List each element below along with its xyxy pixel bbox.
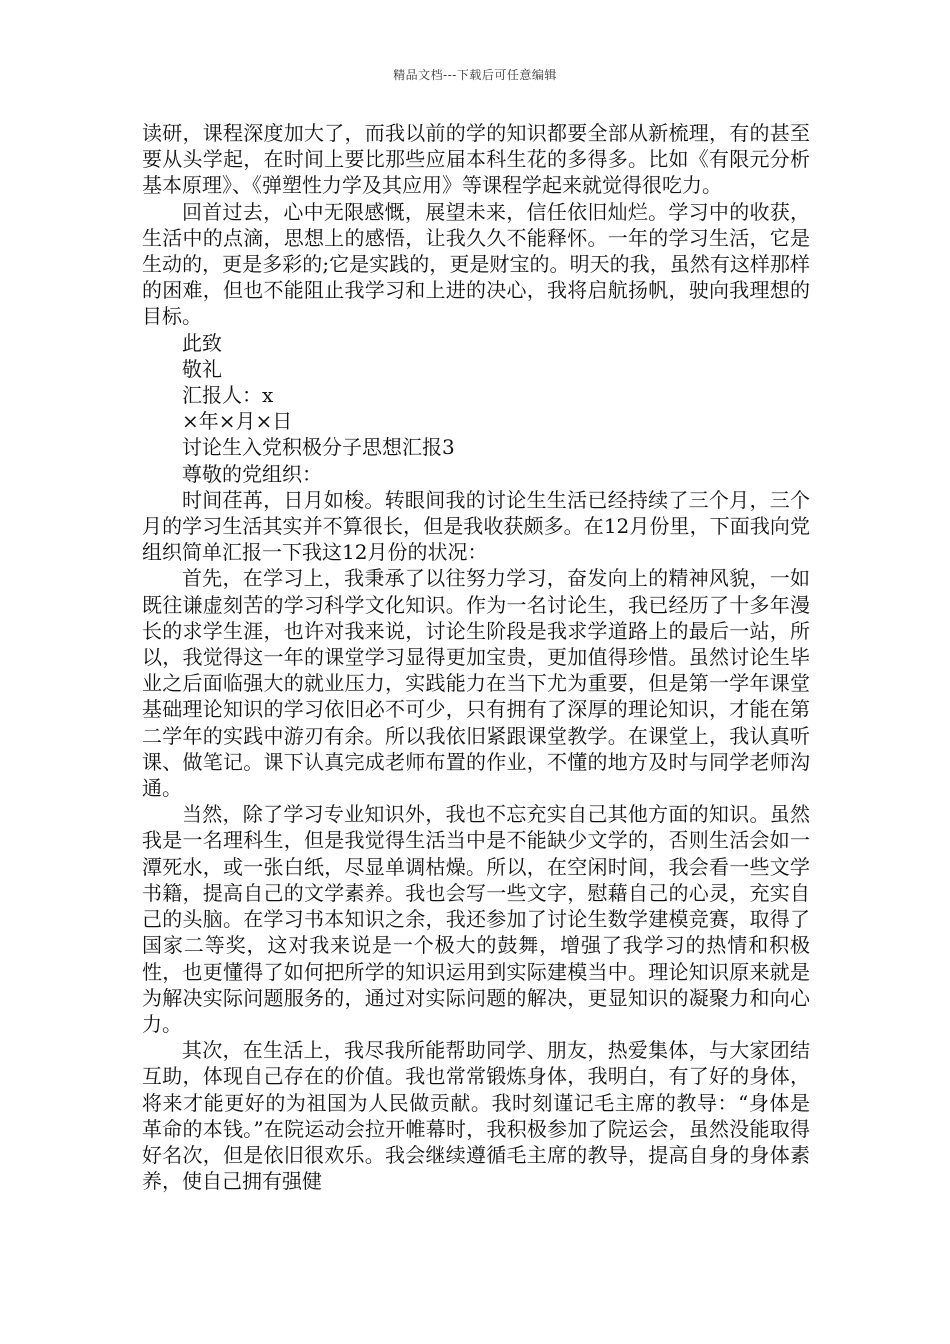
document-body [142, 120, 810, 1194]
page-header: 精品文档---下载后可任意编辑 [393, 68, 557, 82]
paragraph-continuation: 读研，课程深度加大了，而我以前的学的知识都要全部从新梳理，有的甚至要从头学起，在时间上要比那些应届本科生花的多得多。比如《有限元分析基本原理》、《弹塑性力学及其应用》等课程学起来就觉得很吃力。 [142, 121, 810, 198]
paragraph-knowledge: 当然，除了学习专业知识外，我也不忘充实自己其他方面的知识。虽然我是一名理科生，但是我觉得生活当中是不能缺少文学的，否则生活会如一潭死水，或一张白纸，尽显单调枯燥。所以，在空闲时间，我会看一些文学书籍，提高自己的文学素养。我也会写一些文字，慰藉自己的心灵，充实自己的头脑。在学习书本知识之余，我还参加了讨论生数学建模竞赛，取得了国家二等奖，这对我来说是一个极大的鼓舞，增强了我学习的热情和积极性，也更懂得了如何把所学的知识运用到实际建模当中。理论知识原来就是为解决实际问题服务的，通过对实际问题的解决，更显知识的凝聚力和向心力。 [142, 802, 810, 1036]
report-title: 讨论生入党积极分子思想汇报3 [182, 435, 455, 460]
paragraph-study: 首先，在学习上，我秉承了以往努力学习，奋发向上的精神风貌，一如既往谦虚刻苦的学习科学文化知识。作为一名讨论生，我已经历了十多年漫长的求学生涯，也许对我来说，讨论生阶段是我求学道路上的最后一站，所以，我觉得这一年的课堂学习显得更加宝贵，更加值得珍惜。虽然讨论生毕业之后面临强大的就业压力，实践能力在当下尤为重要，但是第一学年课堂基础理论知识的学习依旧必不可少，只有拥有了深厚的理论知识，才能在第二学年的实践中游刃有余。所以我依旧紧跟课堂教学。在课堂上，我认真听课、做笔记。课下认真完成老师布置的作业，不懂的地方及时与同学老师沟通。 [142, 566, 810, 801]
closing-salutation: 此致 [182, 330, 222, 355]
reporter-line: 汇报人：x [182, 383, 274, 408]
paragraph-life: 其次，在生活上，我尽我所能帮助同学、朋友，热爱集体，与大家团结互助，体现自己存在的价值。我也常常锻炼身体，我明白，有了好的身体，将来才能更好的为祖国为人民做贡献。我时刻谨记毛主席的教导：“身体是革命的本钱。”在院运动会拉开帷幕时，我积极参加了院运会，虽然没能取得好名次，但是依旧很欢乐。我会继续遵循毛主席的教导，提高自身的身体素养，使自己拥有强健 [142, 1038, 810, 1194]
closing-regards: 敬礼 [182, 356, 222, 381]
date-line: ×年×月×日 [182, 409, 293, 434]
paragraph-intro: 时间荏苒，日月如梭。转眼间我的讨论生生活已经持续了三个月，三个月的学习生活其实并不算很长，但是我收获颇多。在12月份里，下面我向党组织简单汇报一下我这12月份的状况： [142, 487, 810, 565]
greeting-line: 尊敬的党组织： [182, 461, 322, 486]
paragraph-reflection: 回首过去，心中无限感慨，展望未来，信任依旧灿烂。学习中的收获，生活中的点滴，思想上的感悟，让我久久不能释怀。一年的学习生活，它是生动的，更是多彩的;它是实践的，更是财宝的。明天的我，虽然有这样那样的困难，但也不能阻止我学习和上进的决心，我将启航扬帆，驶向我理想的目标。 [142, 199, 810, 329]
